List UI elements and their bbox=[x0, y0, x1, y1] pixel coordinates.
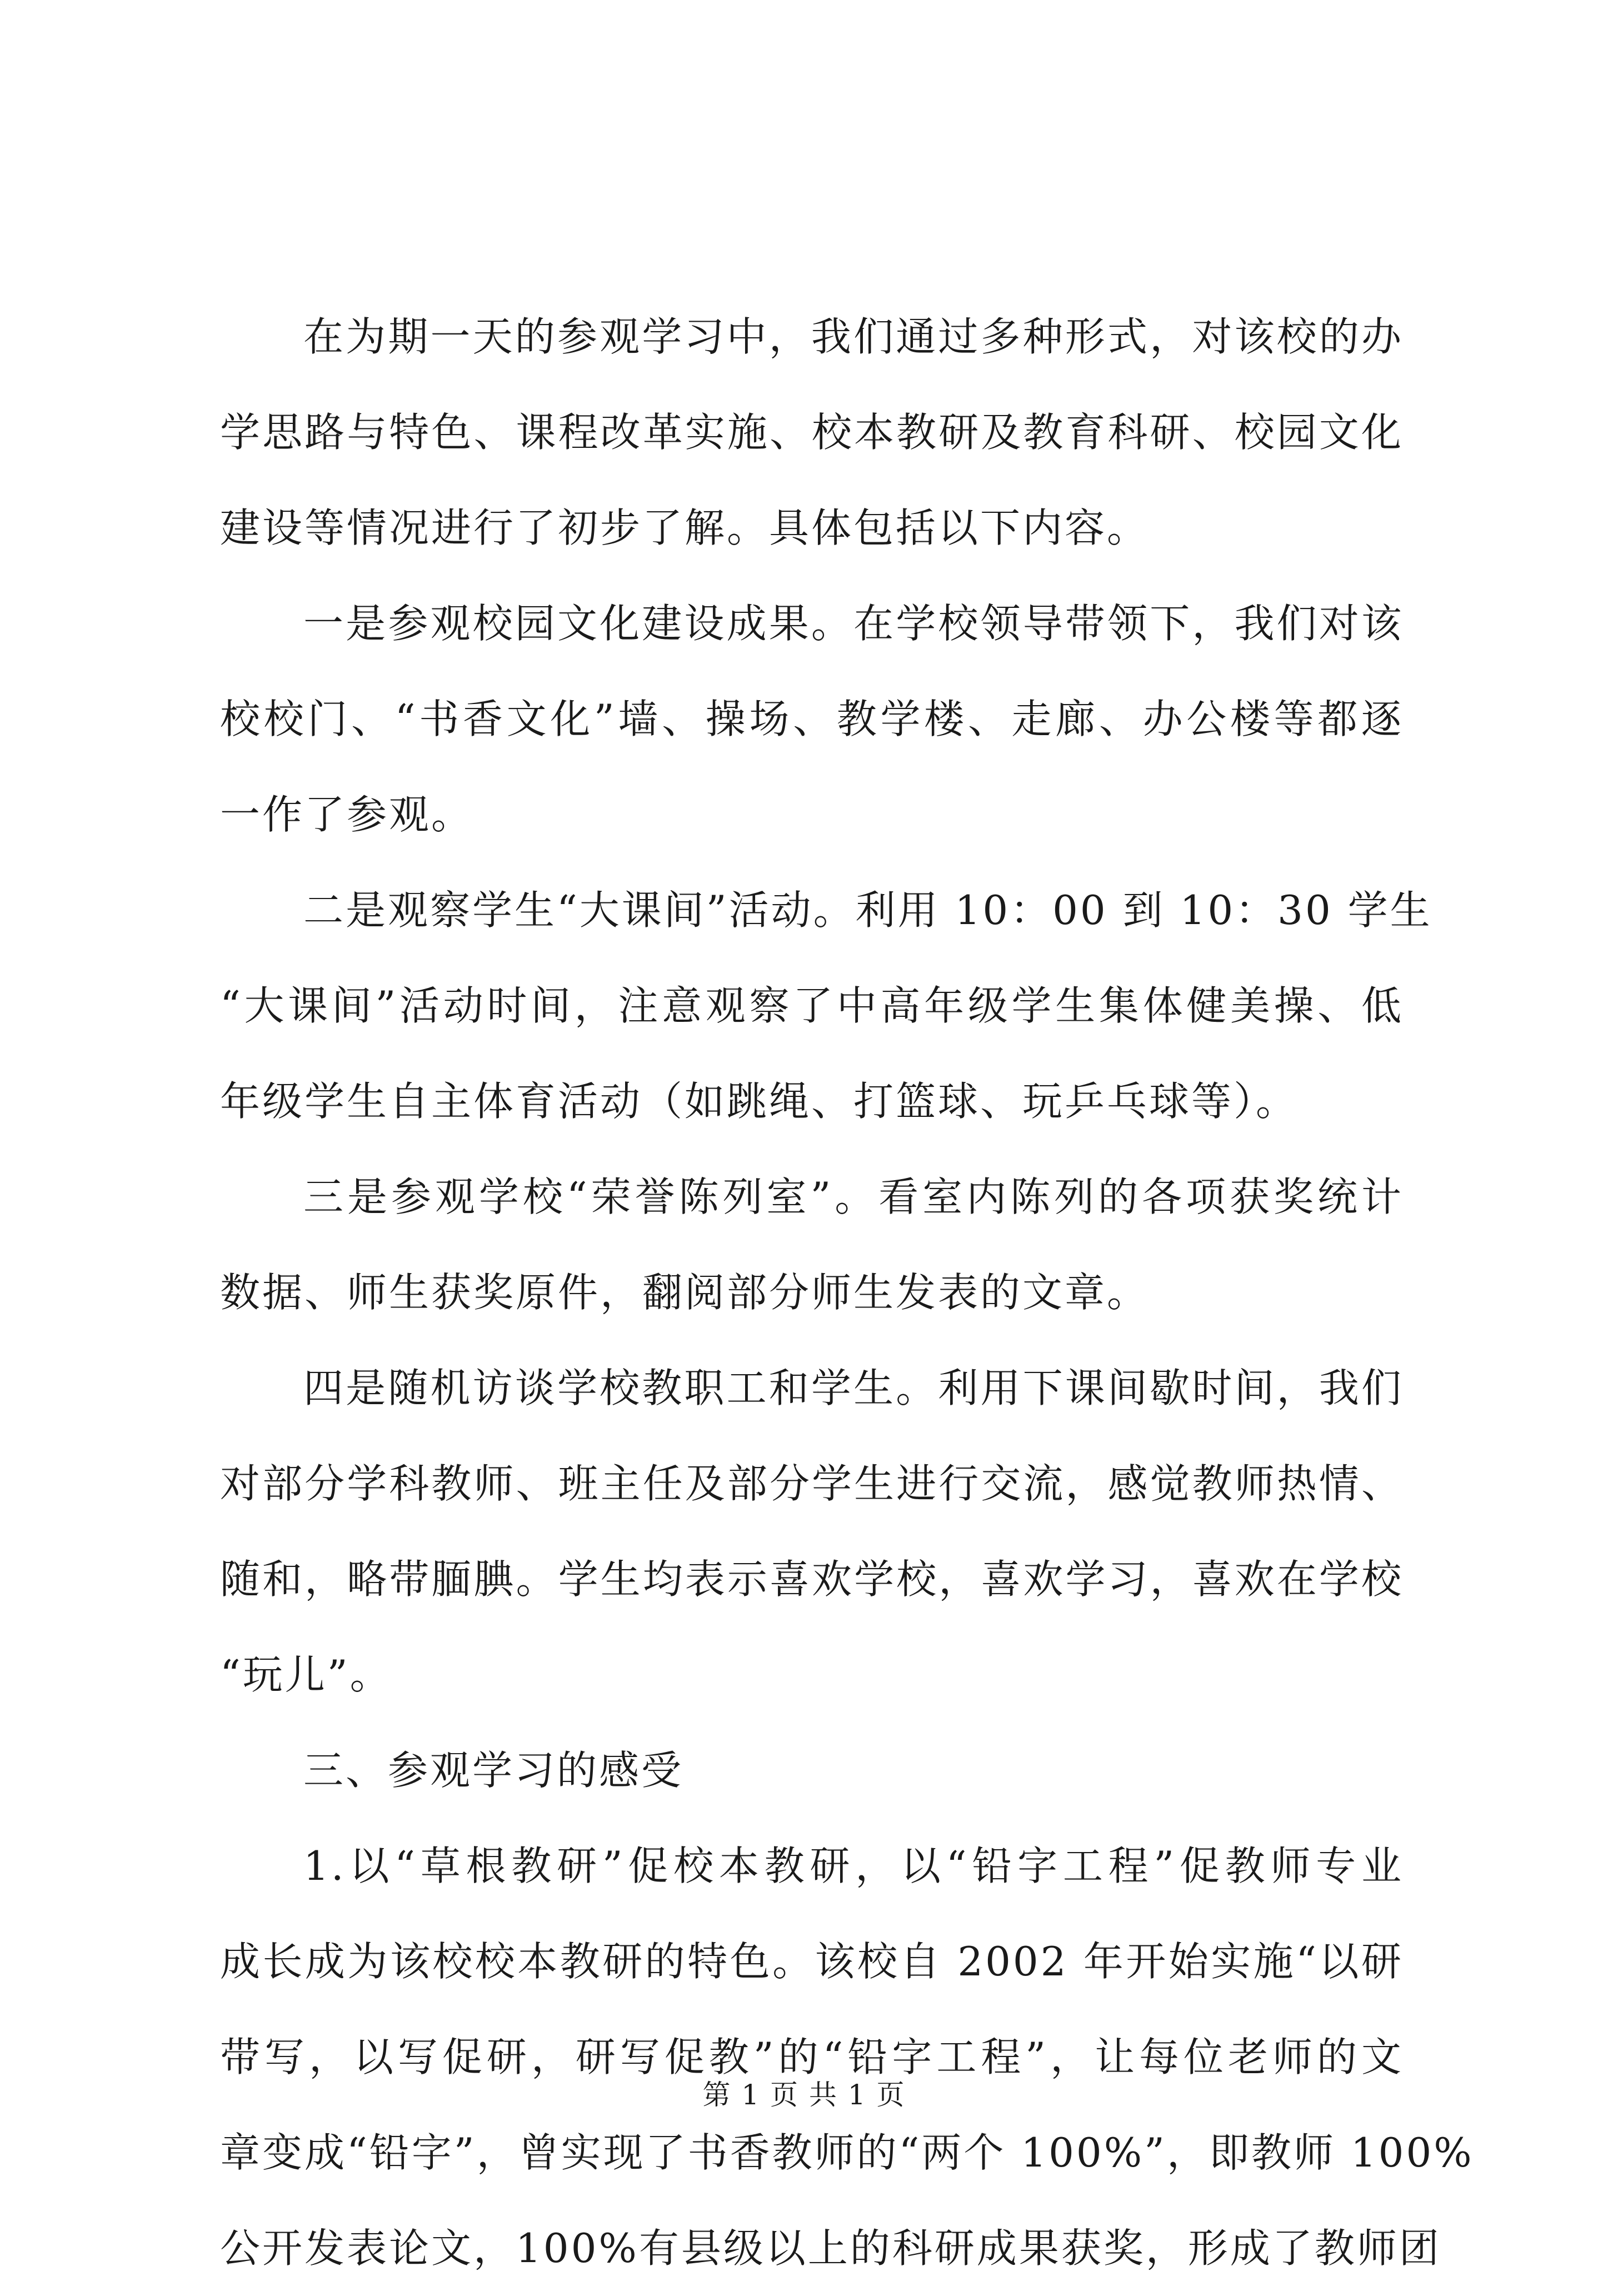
body-text bbox=[220, 289, 1474, 2296]
text-line: 二是观察学生“大课间”活动。利用 10：00 到 10：30 学生 bbox=[303, 887, 1432, 934]
text-line: 三是参观学校“荣誉陈列室”。看室内陈列的各项获奖统计 bbox=[303, 1174, 1404, 1220]
text-line: 随和，略带腼腆。学生均表示喜欢学校，喜欢学习，喜欢在学校 bbox=[220, 1556, 1404, 1603]
text-line: 对部分学科教师、班主任及部分学生进行交流，感觉教师热情、 bbox=[220, 1460, 1404, 1507]
section-heading: 三、参观学习的感受 bbox=[303, 1747, 684, 1794]
text-line: 四是随机访谈学校教职工和学生。利用下课间歇时间，我们 bbox=[303, 1365, 1404, 1411]
page-footer: 第 1 页 共 1 页 bbox=[702, 2079, 906, 2111]
text-line: “大课间”活动时间，注意观察了中高年级学生集体健美操、低 bbox=[220, 982, 1404, 1029]
text-line: 年级学生自主体育活动（如跳绳、打篮球、玩乒乓球等）。 bbox=[220, 1078, 1299, 1125]
text-line: 成长成为该校校本教研的特色。该校自 2002 年开始实施“以研 bbox=[220, 1938, 1404, 1985]
text-line: 带写，以写促研，研写促教”的“铅字工程”，让每位老师的文 bbox=[220, 2034, 1404, 2080]
text-line: 章变成“铅字”，曾实现了书香教师的“两个 100%”，即教师 100% bbox=[220, 2129, 1474, 2176]
text-line: 一作了参观。 bbox=[220, 791, 474, 838]
text-line: 在为期一天的参观学习中，我们通过多种形式，对该校的办 bbox=[303, 313, 1404, 360]
text-line: 一是参观校园文化建设成果。在学校领导带领下，我们对该 bbox=[303, 600, 1404, 647]
text-line: “玩儿”。 bbox=[220, 1651, 392, 1698]
text-line: 校校门、“书香文化”墙、操场、教学楼、走廊、办公楼等都逐 bbox=[220, 696, 1404, 742]
text-line: 1.以“草根教研”促校本教研，以“铅字工程”促教师专业 bbox=[303, 1843, 1404, 1889]
text-line: 公开发表论文，100%有县级以上的科研成果获奖，形成了教师团 bbox=[220, 2225, 1441, 2272]
text-line: 学思路与特色、课程改革实施、校本教研及教育科研、校园文化 bbox=[220, 409, 1404, 456]
text-line: 数据、师生获奖原件，翻阅部分师生发表的文章。 bbox=[220, 1269, 1150, 1316]
text-line: 建设等情况进行了初步了解。具体包括以下内容。 bbox=[220, 505, 1150, 551]
